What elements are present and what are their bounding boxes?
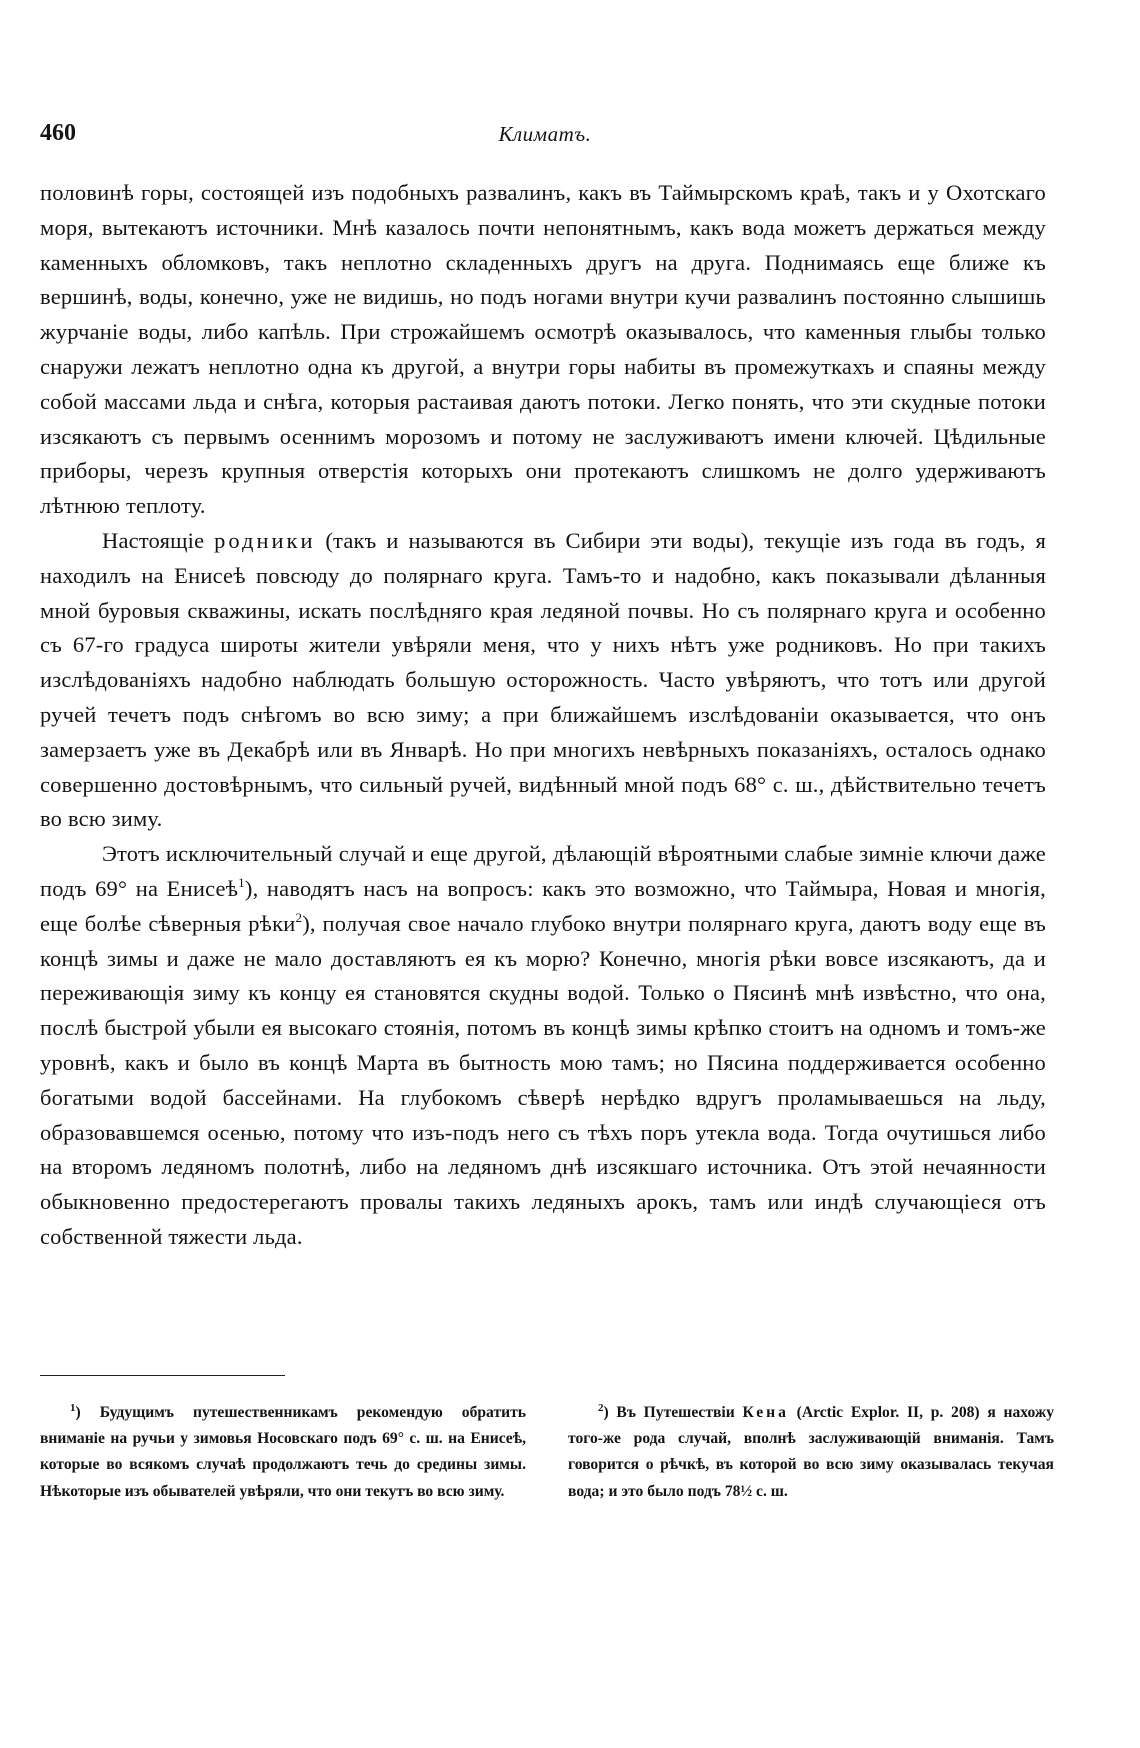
footnote-2: [568, 1400, 1054, 1505]
footnote-1-mark: 1: [70, 1402, 76, 1414]
running-title: Климатъ.: [498, 122, 592, 146]
footnote-2-author: Кена: [742, 1404, 789, 1421]
footnote-divider: [40, 1375, 285, 1376]
footnote-2-mark: 2: [598, 1402, 604, 1414]
paragraph-2: [40, 524, 1046, 837]
footnote-2-text-end: с. ш.: [752, 1482, 788, 1500]
paragraph-1: половинѣ горы, состоящей изъ подобныхъ развалинъ, какъ въ Таймырскомъ краѣ, такъ и у Охотскаго моря, вытекаютъ источники. Мнѣ казалось почти непонятнымъ, какъ вода можетъ держаться между каменныхъ обломковъ, такъ неплотно складенныхъ другъ на друга. Поднимаясь еще ближе къ вершинѣ, воды, конечно, уже не видишь, но подъ ногами внутри кучи развалинъ постоянно слышишь журчаніе воды, либо капѣль. При строжайшемъ осмотрѣ оказывалось, что каменныя глыбы только снаружи лежатъ неплотно одна къ другой, а внутри горы набиты въ промежуткахъ и спаяны между собой массами льда и снѣга, которыя растаивая даютъ потоки. Легко понять, что эти скудные потоки изсякаютъ съ первымъ осеннимъ морозомъ и потому не заслуживаютъ имени ключей. Цѣдильные приборы, черезъ крупныя отверстія которыхъ они протекаютъ слишкомъ не долго удерживаютъ лѣтнюю теплоту.: [40, 180, 1046, 519]
paragraph-3: [40, 837, 1046, 1255]
page-number: 460: [40, 120, 76, 146]
footnote-1-text: ) Будущимъ путешественникамъ рекомендую обратить вниманіе на ручьи у зимовья Носовскаго подъ 69° с. ш. на Енисеѣ, которые во всякомъ случаѣ продолжаютъ течь до средины зимы. Нѣкоторые изъ обывателей увѣряли, что они текутъ во всю зиму.: [40, 1404, 526, 1500]
paragraph-2-rest: (такъ и называются въ Сибири эти воды), текущіе изъ года въ годъ, я находилъ на Енисеѣ повсюду до полярнаго круга. Тамъ-то и надобно, какъ показывали дѣланныя мной буровыя скважины, искать послѣдняго края ледяной почвы. Но съ полярнаго круга и особенно съ 67-го градуса широты жители увѣряли меня, что у нихъ нѣтъ уже родниковъ. Но при такихъ изслѣдованіяхъ надобно наблюдать большую осторожность. Часто увѣряютъ, что тотъ или другой ручей течетъ подъ снѣгомъ во всю зиму; а при ближайшемъ изслѣдованіи оказывается, что онъ замерзаетъ уже въ Декабрѣ или въ Январѣ. Но при многихъ невѣрныхъ показаніяхъ, осталось однако совершенно достовѣрнымъ, что сильный ручей, видѣнный мной подъ 68° с. ш., дѣйствительно течетъ во всю зиму.: [40, 527, 1046, 832]
footnote-ref-2[interactable]: 2: [295, 909, 303, 925]
page-header: [40, 120, 1050, 154]
footnote-2-fraction: ½: [740, 1482, 753, 1500]
paragraph-2-start: Настоящіе: [102, 527, 215, 553]
paragraph-3-part-1: Этотъ исключительный случай и еще другой, дѣлающій вѣроятными слабые зимніе ключи даже подъ 69° на Енисеѣ: [40, 841, 1046, 901]
footnote-2-text-middle: (Arctic Explor. II, p. 208) я нахожу того-же рода случай, вполнѣ заслуживающій вниманія. Тамъ говорится о рѣчкѣ, въ которой во всю зиму оказывалась текучая вода; и это было подъ 78: [568, 1404, 1054, 1500]
footnote-ref-1[interactable]: 1: [238, 874, 245, 890]
footnote-2-text-start: ) Въ Путешествіи: [603, 1404, 743, 1421]
paragraph-3-part-2: ), наводятъ насъ на вопросъ: какъ это возможно, что Таймыра, Новая и многія, еще болѣе сѣверныя рѣки: [40, 875, 1046, 936]
footnote-1: [40, 1400, 526, 1505]
footnotes: [40, 1400, 1054, 1540]
paragraph-3-part-3: ), получая свое начало глубоко внутри полярнаго круга, даютъ воду еще въ концѣ зимы и даже не мало доставляютъ ея къ морю? Конечно, многія рѣки вовсе изсякаютъ, да и переживающія зиму къ концу ея становятся скудны водой. Только о Пясинѣ мнѣ извѣстно, что она, послѣ быстрой убыли ея высокаго стоянія, потомъ въ концѣ зимы крѣпко стоитъ на одномъ и томъ-же уровнѣ, какъ и было въ концѣ Марта въ бытность мою тамъ; но Пясина поддерживается особенно богатыми водой бассейнами. На глубокомъ сѣверѣ нерѣдко вдругъ проламываешься на льду, образовавшемся осенью, потому что изъ-подъ него съ тѣхъ поръ утекла вода. Тогда очутишься либо на второмъ ледяномъ полотнѣ, либо на ледяномъ днѣ изсякшаго источника. Отъ этой нечаянности обыкновенно предостерегаютъ провалы такихъ ледяныхъ арокъ, тамъ или индѣ случающіеся отъ собственной тяжести льда.: [40, 910, 1046, 1249]
term-rodniki: родники: [214, 527, 316, 553]
body-text: [40, 176, 1046, 1255]
